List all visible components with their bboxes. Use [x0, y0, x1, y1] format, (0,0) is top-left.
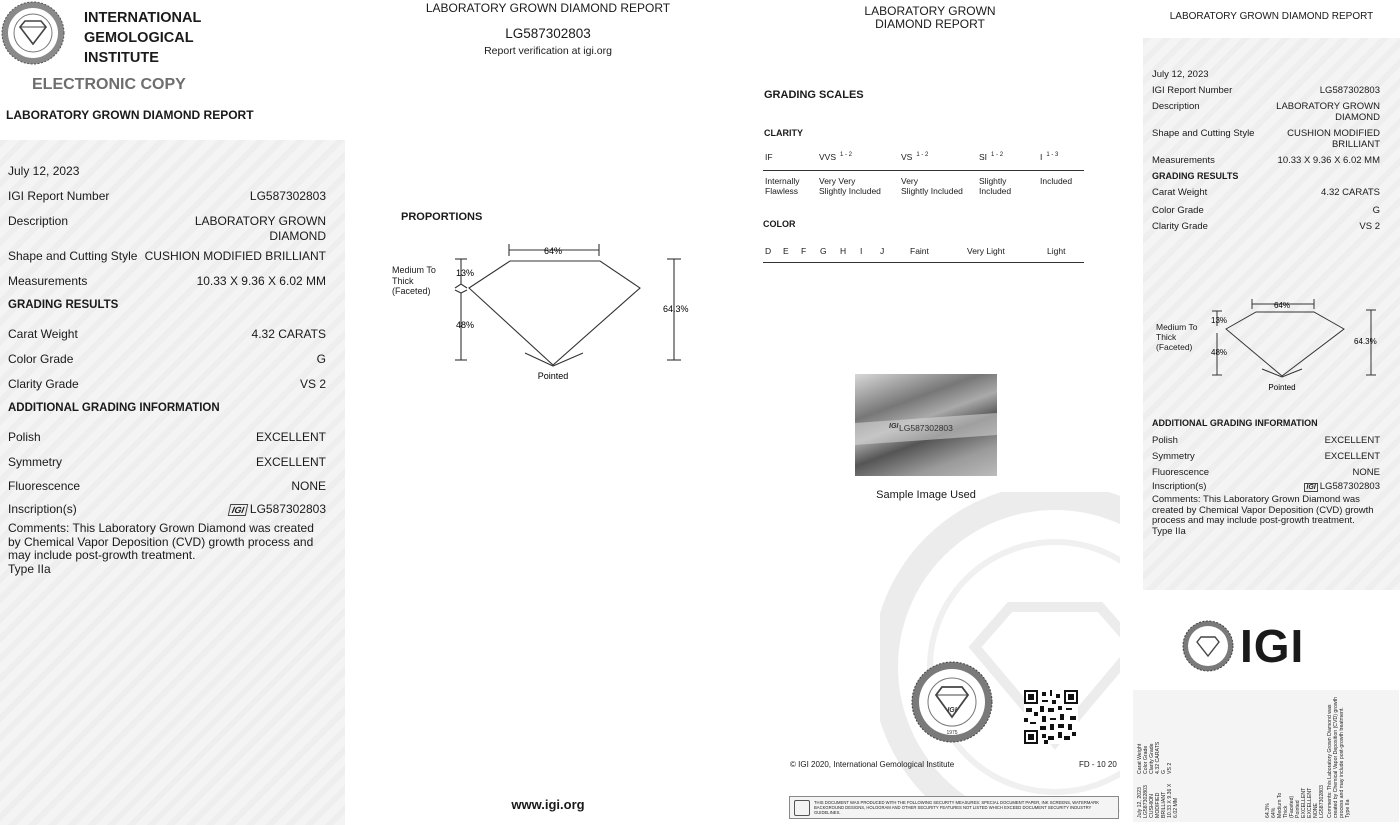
right-culet-label: Pointed — [1268, 383, 1296, 392]
color-letter: H — [840, 246, 847, 256]
strip-depth: 64.3% — [1265, 803, 1271, 818]
seal-mark: IGI — [947, 707, 957, 714]
strip-table: 64% — [1271, 807, 1277, 818]
strip-color-label: Color Grade — [1143, 745, 1149, 774]
left-field-value: VS 2 — [299, 377, 326, 391]
left-description-row — [8, 214, 326, 244]
strip-inscription: LG587302803 — [1319, 785, 1325, 818]
clarity-code: VS — [901, 152, 913, 162]
left-field-value: CUSHION MODIFIED BRILLIANT — [144, 249, 326, 263]
strip-carat-label: Carat Weight — [1137, 743, 1143, 774]
left-report-number-row — [8, 189, 326, 203]
right-color-row — [1152, 205, 1380, 216]
sample-inscription-image — [855, 374, 997, 476]
right-field-label: Polish — [1152, 435, 1178, 446]
right-comments: Comments: This Laboratory Grown Diamond was created by Chemical Vapor Deposition (CVD) growth process and may include post-growth treatment. Type IIa — [1152, 494, 1374, 537]
lock-icon — [794, 800, 810, 816]
rotated-summary-strip — [1133, 690, 1399, 822]
left-field-label: Measurements — [8, 274, 88, 288]
left-clarity-row — [8, 377, 326, 391]
clarity-code-vs — [901, 152, 928, 162]
center-header: LABORATORY GROWN DIAMOND REPORT — [425, 1, 671, 15]
color-group-very-light: Very Light — [967, 246, 1005, 256]
right-girdle-label: Medium To Thick (Faceted) — [1156, 322, 1198, 352]
right-field-label: Measurements — [1152, 155, 1215, 166]
clarity-scale-rule — [763, 170, 1084, 171]
pavilion-percent: 48% — [456, 320, 475, 330]
color-letter: G — [820, 246, 827, 256]
institute-line-2: GEMOLOGICAL — [84, 30, 194, 46]
website-link[interactable]: www.igi.org — [511, 797, 585, 812]
right-field-label: Shape and Cutting Style — [1152, 128, 1255, 139]
left-additional-title: ADDITIONAL GRADING INFORMATION — [8, 402, 220, 414]
left-field-value: EXCELLENT — [255, 455, 326, 469]
right-field-label: Symmetry — [1152, 451, 1195, 462]
strip-shape: CUSHION MODIFIED BRILLIANT — [1149, 791, 1167, 818]
left-field-value: LABORATORY GROWN DIAMOND — [194, 214, 326, 243]
proportions-diagram — [385, 238, 705, 388]
right-symmetry-row — [1152, 451, 1380, 462]
right-field-label: Fluorescence — [1152, 467, 1210, 478]
clarity-sup: 1 - 2 — [840, 152, 853, 159]
verification-text: Report verification at igi.org — [484, 45, 612, 57]
left-fluorescence-row — [8, 479, 326, 493]
left-inscription-row — [8, 502, 326, 516]
diamond-profile — [469, 261, 640, 365]
strip-symmetry: EXCELLENT — [1307, 787, 1313, 818]
strip-girdle: Medium To Thick (Faceted) — [1277, 792, 1295, 818]
right-report-number-row — [1152, 85, 1380, 96]
right-field-label: Inscription(s) — [1152, 481, 1207, 492]
right-description-row — [1152, 101, 1380, 123]
left-measurements-row — [8, 274, 326, 288]
scales-header-line-1: LABORATORY GROWN — [864, 4, 996, 18]
clarity-scale-title: CLARITY — [764, 128, 803, 138]
security-notice-box — [789, 796, 1119, 819]
right-field-value: 10.33 X 9.36 X 6.02 MM — [1277, 155, 1380, 166]
right-measurements-row — [1152, 155, 1380, 166]
institute-line-1: INTERNATIONAL — [84, 10, 202, 26]
color-scale-rule — [763, 262, 1084, 263]
strip-comments: Comments: This Laboratory Grown Diamond was created by Chemical Vapor Deposition (CVD) growth process and may include post-growth treatment. Type IIa — [1327, 697, 1351, 818]
color-letter: D — [765, 246, 772, 256]
scales-header-line-2: DIAMOND REPORT — [875, 17, 985, 31]
left-grading-results-title: GRADING RESULTS — [8, 299, 119, 311]
right-field-value: G — [1372, 205, 1380, 216]
right-date: July 12, 2023 — [1152, 69, 1209, 80]
color-group-faint: Faint — [910, 246, 929, 256]
right-carat-row — [1152, 187, 1380, 198]
left-field-label: Color Grade — [8, 352, 74, 366]
igi-mark-icon: IGI — [228, 504, 249, 516]
left-color-row — [8, 352, 326, 366]
left-field-label: Symmetry — [8, 455, 62, 469]
right-shape-row — [1152, 128, 1380, 150]
clarity-code: I — [1040, 152, 1043, 162]
right-field-value: NONE — [1352, 467, 1380, 478]
left-date-row — [8, 164, 326, 178]
left-field-label: Carat Weight — [8, 327, 78, 341]
color-letter: I — [860, 246, 863, 256]
right-field-value: LABORATORY GROWN DIAMOND — [1276, 101, 1380, 123]
clarity-desc-if: Internally Flawless — [765, 176, 800, 196]
right-pavilion-percent: 48% — [1211, 348, 1228, 357]
igi-mark-icon: IGI — [889, 423, 899, 430]
clarity-desc-si: Slightly Included — [979, 176, 1012, 196]
left-shape-row — [8, 249, 326, 263]
igi-mark-icon: IGI — [1306, 484, 1316, 491]
clarity-desc-i: Included — [1040, 176, 1073, 186]
strip-clarity: VS 2 — [1167, 762, 1173, 774]
color-letter: J — [880, 246, 885, 256]
left-field-label: Clarity Grade — [8, 377, 79, 391]
left-field-value: LG587302803 — [249, 502, 326, 516]
color-letter: F — [801, 246, 807, 256]
center-report-number: LG587302803 — [505, 26, 591, 41]
color-group-light: Light — [1047, 246, 1066, 256]
institute-name — [84, 8, 201, 68]
strip-culet: Pointed — [1295, 800, 1301, 818]
clarity-sup: 1 - 3 — [1046, 152, 1059, 159]
table-percent: 64% — [543, 246, 563, 256]
right-field-value: 4.32 CARATS — [1321, 187, 1380, 198]
right-field-label: Clarity Grade — [1152, 221, 1208, 232]
clarity-code: IF — [765, 152, 773, 162]
clarity-code-i — [1040, 152, 1058, 162]
right-date-row — [1152, 69, 1380, 80]
right-depth-percent: 64.3% — [1354, 337, 1377, 346]
form-code: FD - 10 20 — [1079, 760, 1117, 769]
left-field-value: 4.32 CARATS — [251, 327, 326, 341]
left-carat-row — [8, 327, 326, 341]
clarity-sup: 1 - 2 — [916, 152, 929, 159]
right-inscription-value-wrap — [1304, 481, 1380, 492]
grading-scales-title: GRADING SCALES — [764, 89, 864, 101]
right-field-label: Description — [1152, 101, 1200, 112]
left-field-value: NONE — [291, 479, 326, 493]
igi-seal-logo — [0, 0, 66, 66]
electronic-copy-label: ELECTRONIC COPY — [32, 76, 186, 93]
proportions-title: PROPORTIONS — [401, 211, 483, 223]
right-field-label: Color Grade — [1152, 205, 1204, 216]
right-field-value: CUSHION MODIFIED BRILLIANT — [1287, 128, 1380, 150]
scales-header — [800, 5, 1060, 31]
rotated-summary-content-2 — [1261, 690, 1397, 822]
left-field-label: Inscription(s) — [8, 502, 77, 516]
clarity-desc-vvs: Very Very Slightly Included — [819, 176, 881, 196]
seal-year: 1975 — [946, 730, 958, 736]
right-grading-results-title: GRADING RESULTS — [1152, 171, 1239, 181]
strip-measurements: 10.33 X 9.36 X 6.02 MM — [1167, 783, 1179, 818]
left-inscription-value-wrap — [229, 502, 326, 516]
sample-image-caption: Sample Image Used — [876, 489, 976, 501]
clarity-code: SI — [979, 152, 988, 162]
left-comments: Comments: This Laboratory Grown Diamond was created by Chemical Vapor Deposition (CVD) growth process and may include post-growth treatment. Type IIa — [8, 521, 314, 576]
right-header: LABORATORY GROWN DIAMOND REPORT — [1169, 11, 1374, 22]
right-field-label: IGI Report Number — [1152, 85, 1233, 96]
strip-fluorescence: NONE — [1313, 803, 1319, 818]
verification-qr-code[interactable] — [1024, 690, 1078, 744]
igi-brand-seal — [1182, 620, 1234, 672]
left-field-value: EXCELLENT — [255, 430, 326, 444]
color-letter: E — [783, 246, 789, 256]
strip-date: July 12, 2023 — [1137, 787, 1143, 818]
left-field-label: IGI Report Number — [8, 189, 110, 203]
clarity-code-si — [979, 152, 1003, 162]
clarity-code: VVS — [819, 152, 837, 162]
strip-clarity-label: Clarity Grade — [1149, 743, 1155, 774]
right-table-percent: 64% — [1273, 301, 1291, 310]
girdle-label: Medium To Thick (Faceted) — [392, 265, 436, 296]
left-field-label: Polish — [8, 430, 41, 444]
igi-seal-stamp — [910, 660, 994, 744]
right-inscription-row — [1152, 481, 1380, 492]
clarity-desc-vs: Very Slightly Included — [901, 176, 963, 196]
right-field-value: VS 2 — [1359, 221, 1380, 232]
clarity-sup: 1 - 2 — [991, 152, 1004, 159]
clarity-code-vvs — [819, 152, 852, 162]
right-field-value: LG587302803 — [1319, 85, 1380, 96]
left-field-value: G — [316, 352, 326, 366]
strip-color: G — [1161, 769, 1167, 774]
institute-line-3: INSTITUTE — [84, 50, 159, 66]
right-field-value: EXCELLENT — [1324, 435, 1380, 446]
left-date: July 12, 2023 — [8, 164, 80, 178]
clarity-code-if — [765, 152, 773, 162]
strip-polish: EXCELLENT — [1301, 787, 1307, 818]
right-field-value: LG587302803 — [1319, 481, 1380, 492]
crown-percent: 13% — [456, 268, 475, 278]
left-symmetry-row — [8, 455, 326, 469]
strip-carat: 4.32 CARATS — [1155, 741, 1161, 774]
igi-brand-wordmark: IGI — [1240, 620, 1305, 672]
right-clarity-row — [1152, 221, 1380, 232]
security-notice-text: THIS DOCUMENT WAS PRODUCED WITH THE FOLLOWING SECURITY MEASURES: SPECIAL DOCUMENT PAPER, INK SCREENS, WATERMARK BACKGROUND DESIGNS, HOLOGRAM AND OTHER SECURITY FEATURES NOT LISTED WHICH EXCEED DOCUMENT SECURITY INDUSTRY GUIDELINES. — [814, 800, 1100, 815]
right-polish-row — [1152, 435, 1380, 446]
right-crown-percent: 13% — [1211, 316, 1228, 325]
left-report-type: LABORATORY GROWN DIAMOND REPORT — [6, 108, 254, 122]
strip-report-number: LG587302803 — [1143, 785, 1149, 818]
right-additional-title: ADDITIONAL GRADING INFORMATION — [1152, 418, 1318, 428]
left-field-label: Shape and Cutting Style — [8, 249, 138, 263]
left-field-label: Fluorescence — [8, 479, 81, 493]
culet-label: Pointed — [537, 371, 569, 381]
color-scale-title: COLOR — [763, 219, 796, 229]
right-field-value: EXCELLENT — [1324, 451, 1380, 462]
copyright-text: © IGI 2020, International Gemological Institute — [790, 760, 955, 769]
left-field-value: 10.33 X 9.36 X 6.02 MM — [196, 274, 326, 288]
right-field-label: Carat Weight — [1152, 187, 1208, 198]
depth-percent: 64.3% — [663, 304, 689, 314]
left-field-value: LG587302803 — [249, 189, 326, 203]
right-fluorescence-row — [1152, 467, 1380, 478]
left-field-label: Description — [8, 214, 69, 228]
left-polish-row — [8, 430, 326, 444]
sample-inscription-text: LG587302803 — [899, 423, 953, 433]
